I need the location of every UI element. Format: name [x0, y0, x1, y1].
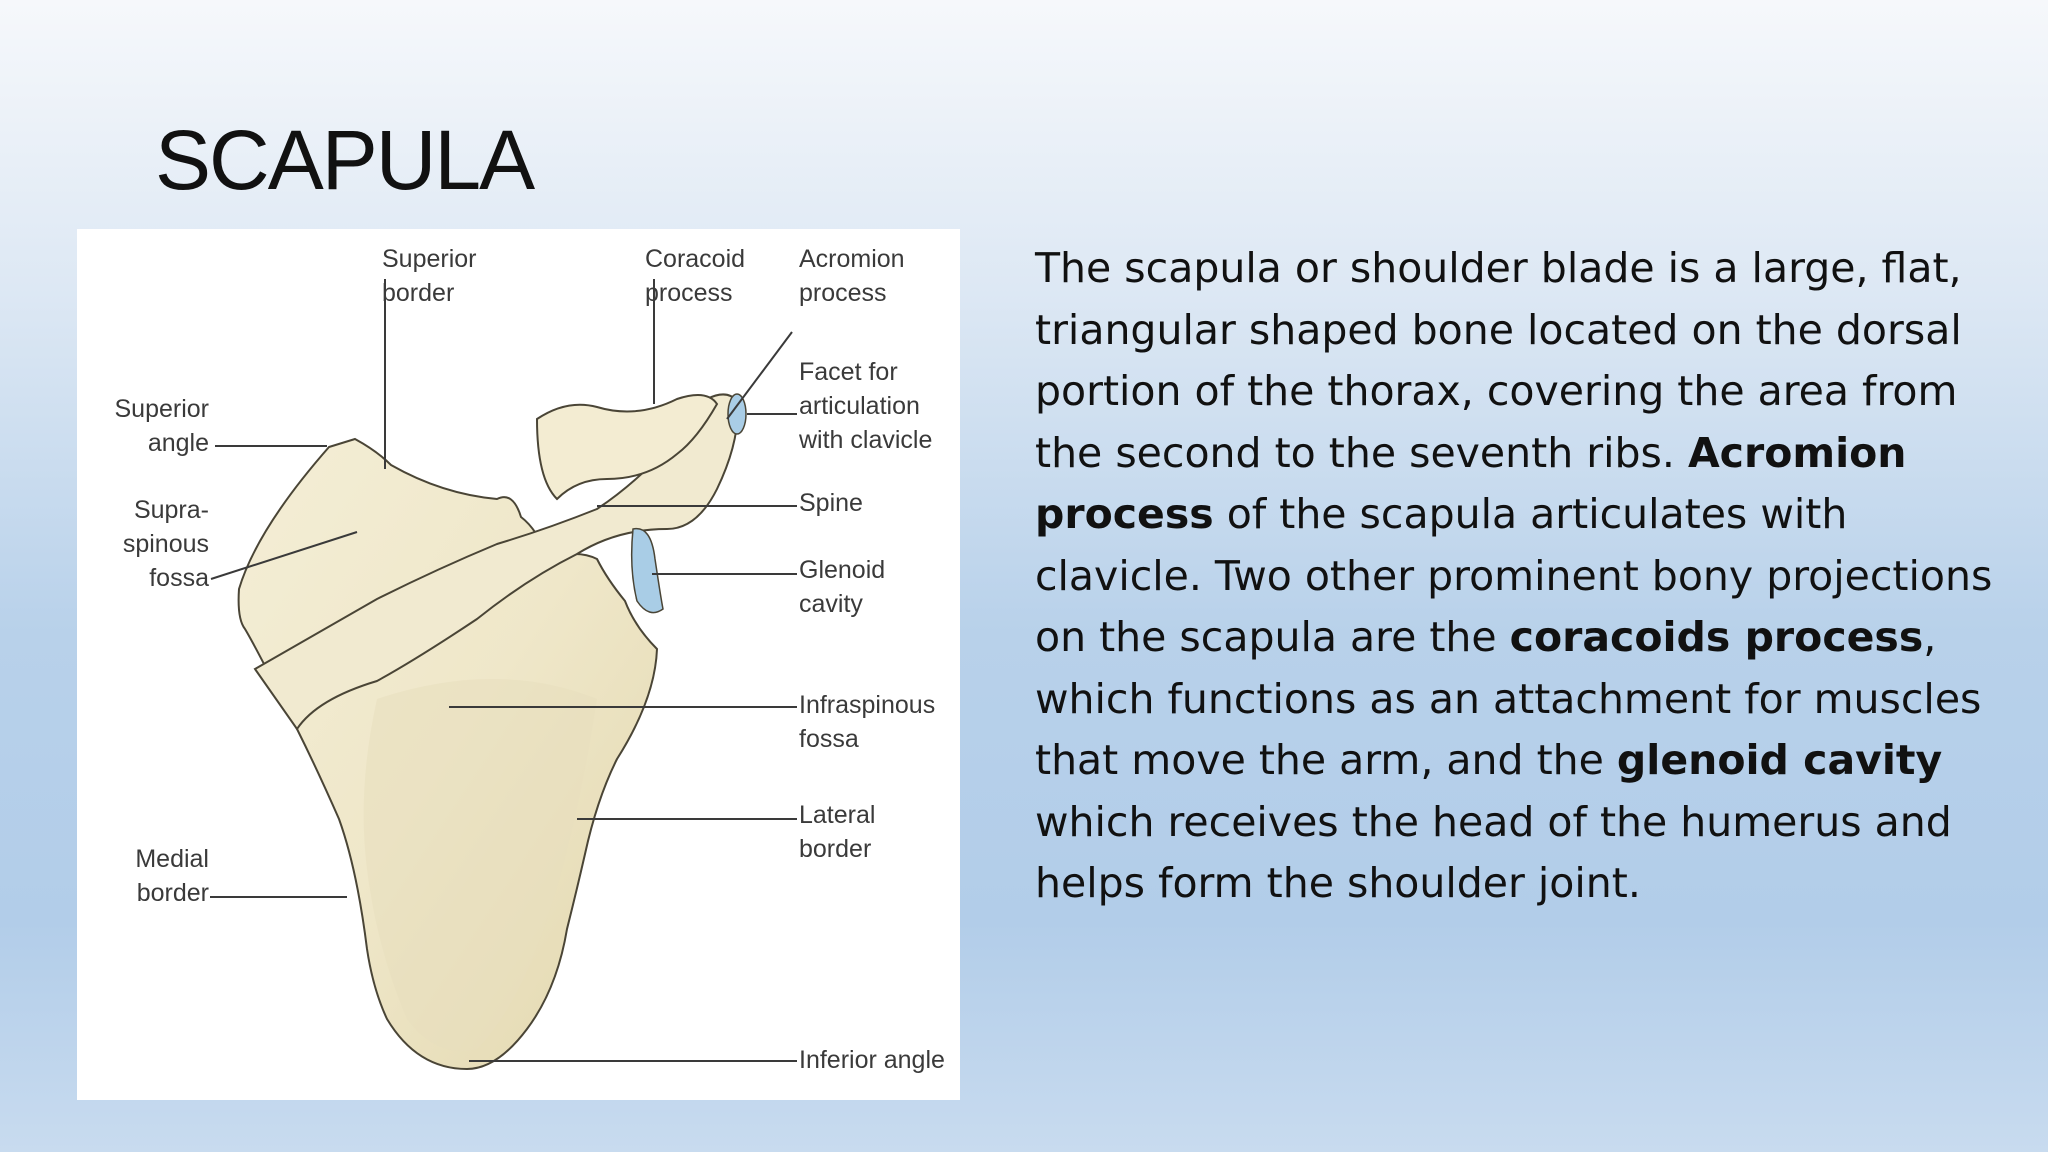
body-paragraph: [1035, 238, 2025, 915]
body-text-part: which receives the head of the humerus and helps form the shoulder joint.: [1035, 797, 1952, 907]
term-acromion-process: Acromion process: [1035, 428, 1907, 538]
label-spine: Spine: [799, 489, 863, 517]
term-glenoid-cavity: glenoid cavity: [1616, 736, 1943, 784]
label-supraspinous-fossa: Supra- spinous fossa: [122, 496, 209, 592]
label-superior-angle: Superior angle: [114, 395, 209, 457]
label-medial-border: Medial border: [135, 845, 209, 907]
glenoid-cavity-shape: [632, 529, 663, 613]
body-text-part: of the scapula articulates with clavicle. Two other prominent bony projections on the scapula are the: [1035, 490, 1993, 661]
label-lateral-border: Lateral border: [799, 801, 876, 863]
label-coracoid-process: Coracoid process: [645, 245, 746, 307]
label-superior-border: Superior border: [382, 245, 477, 307]
body-text-part: , which functions as an attachment for muscles that move the arm, and the: [1035, 613, 1982, 784]
scapula-figure: [77, 229, 960, 1100]
slide-title: SCAPULA: [155, 113, 534, 207]
label-infraspinous-fossa: Infraspinous fossa: [799, 691, 936, 753]
blade-shading: [364, 679, 597, 1051]
term-coracoids-process: coracoids process: [1509, 613, 1924, 661]
label-inferior-angle: Inferior angle: [799, 1046, 945, 1074]
label-facet: Facet for articulation with clavicle: [799, 358, 933, 454]
label-glenoid-cavity: Glenoid cavity: [799, 556, 886, 618]
label-acromion-process: Acromion process: [799, 245, 905, 307]
body-text-part: The scapula or shoulder blade is a large, flat, triangular shaped bone located on the dorsal portion of the thorax, covering the area from the second to the seventh ribs.: [1035, 244, 1962, 477]
